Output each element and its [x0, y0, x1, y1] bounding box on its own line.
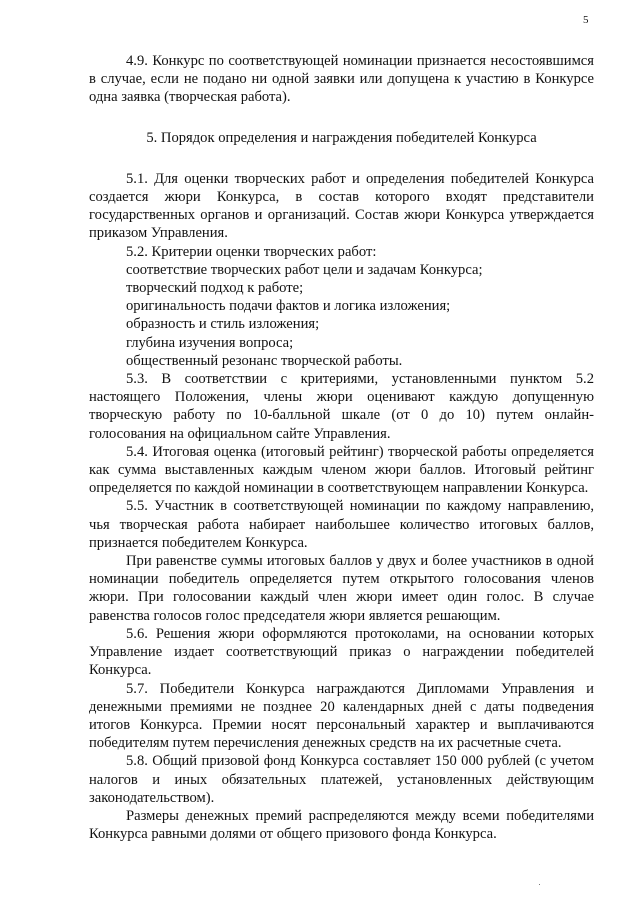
- criteria-item: творческий подход к работе;: [126, 280, 304, 297]
- document-body: [89, 52, 594, 843]
- paragraph-5-5: 5.5. Участник в соответствующей номинации по каждому направлению, чья творческая работа набирает наибольшее количество итоговых баллов, признается победителем Конкурса.: [89, 498, 594, 551]
- paragraph-5-6: 5.6. Решения жюри оформляются протоколами, на основании которых Управление издает соответствующий приказ о награждении победителей Конкурса.: [89, 625, 594, 679]
- paragraph-5-8: 5.8. Общий призовой фонд Конкурса составляет 150 000 рублей (с учетом налогов и иных обязательных платежей, установленных действующим законодательством).: [89, 753, 594, 806]
- paragraph-5-3: 5.3. В соответствии с критериями, установленными пунктом 5.2 настоящего Положения, члены жюри оценивают каждую допущенную творческую работу по 10-балльной шкале (от 0 до 10) путем онлайн-голосования на официальном сайте Управления.: [89, 371, 594, 442]
- criteria-item: глубина изучения вопроса;: [126, 334, 294, 351]
- paragraph-tie-rule: При равенстве суммы итоговых баллов у двух и более участников в одной номинации победитель определяется путем открытого голосования членов жюри. При голосовании каждый член жюри имеет один голос. В случае равенства голосов голос председателя жюри является решающим.: [89, 553, 594, 624]
- section-5-heading: 5. Порядок определения и награждения победителей Конкурса: [146, 129, 537, 146]
- criteria-list: [89, 261, 594, 370]
- page-number: 5: [583, 14, 589, 26]
- paragraph-4-9: 4.9. Конкурс по соответствующей номинации признается несостоявшимся в случае, если не подано ни одной заявки или допущена к участию в Конкурсе одна заявка (творческая работа).: [89, 53, 594, 106]
- criteria-item: общественный резонанс творческой работы.: [126, 352, 403, 369]
- paragraph-5-7: 5.7. Победители Конкурса награждаются Дипломами Управления и денежными премиями не позднее 20 календарных дней с даты подведения итогов Конкурса. Премии носят персональный характер и выплачиваются победителям путем перечисления денежных средств на их расчетные счета.: [89, 680, 594, 752]
- criteria-item: оригинальность подачи фактов и логика изложения;: [126, 298, 451, 315]
- scan-speck: [539, 884, 540, 885]
- paragraph-5-4: 5.4. Итоговая оценка (итоговый рейтинг) творческой работы определяется как сумма выставленных каждым членом жюри баллов. Итоговый рейтинг определяется по каждой номинации в соответствующем направлении Конкурса.: [89, 443, 594, 497]
- paragraph-5-1: 5.1. Для оценки творческих работ и определения победителей Конкурса создается жюри Конкурса, в состав которого входят представители государственных органов и организаций. Состав жюри Конкурса утверждается приказом Управления.: [89, 170, 594, 242]
- criteria-item: образность и стиль изложения;: [126, 316, 320, 333]
- criteria-title: 5.2. Критерии оценки творческих работ:: [126, 243, 377, 260]
- paragraph-prize-distribution: Размеры денежных премий распределяются между всеми победителями Конкурса равными долями от общего призового фонда Конкурса.: [89, 807, 594, 843]
- criteria-item: соответствие творческих работ цели и задачам Конкурса;: [126, 261, 483, 278]
